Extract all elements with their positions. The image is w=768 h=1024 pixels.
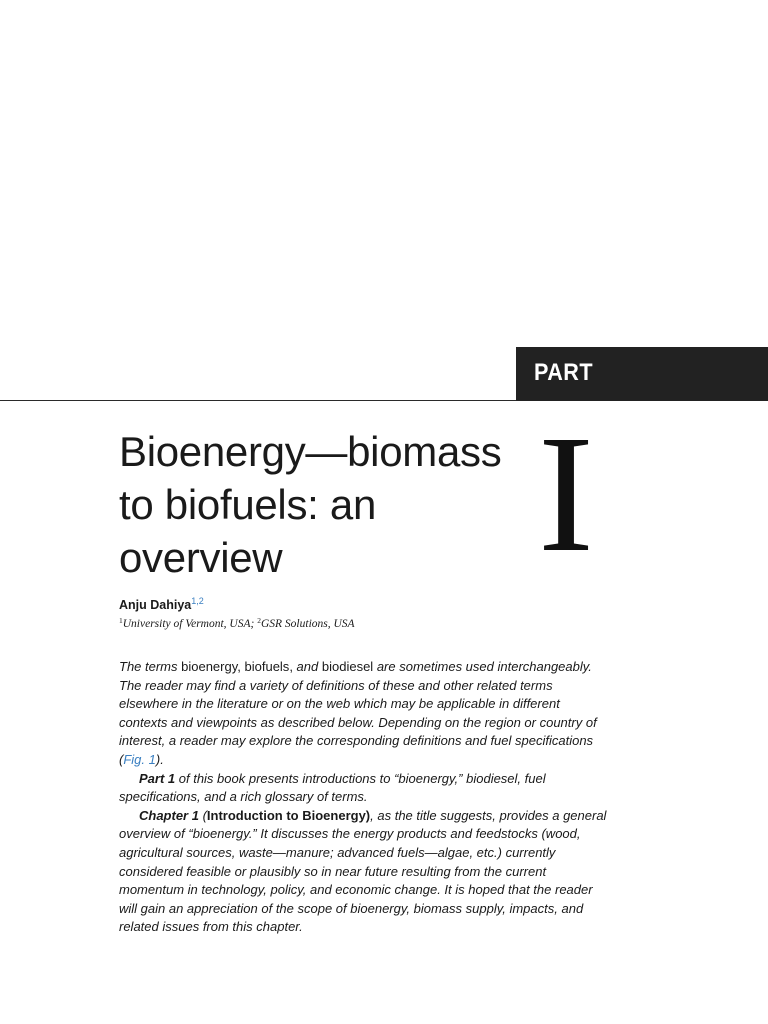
- author-sup-2[interactable]: 2: [198, 596, 204, 606]
- title-line-1: Bioenergy—biomass: [119, 428, 502, 475]
- p1-text-2: ,: [237, 659, 245, 674]
- body-text: [119, 658, 609, 937]
- p3-text: , as the title suggests, provides a general overview of “bioenergy.” It discusses the energy products and feedstocks (wood, agricultural sources, waste—manure; advanced fuels—algae, etc.) currently considered feasible or plausibly so in near future resulting from the current momentum in technology, policy, and economic change. It is hoped that the reader will gain an appreciation of the scope of bioenergy, biomass supply, impacts, and related issues from this chapter.: [119, 807, 607, 935]
- part-label: PART: [534, 359, 594, 386]
- p2-part-1-label: Part 1: [139, 770, 176, 786]
- p1-text-3: ,: [289, 659, 297, 674]
- author-sup-separator: ,: [196, 596, 199, 606]
- affiliation-org-2: GSR Solutions, USA: [260, 618, 355, 630]
- p1-text-1: The terms: [119, 659, 182, 674]
- p2-text: of this book presents introductions to “bioenergy,” biodiesel, fuel specifications, and a rich glossary of terms.: [119, 770, 546, 805]
- p3-chapter-1-label: Chapter 1: [139, 807, 199, 823]
- author-name: Anju Dahiya: [119, 598, 192, 612]
- p1-term-biodiesel: biodiesel: [321, 659, 374, 674]
- affiliation-sup-1: 1: [119, 616, 123, 625]
- title-line-3: overview: [119, 534, 283, 581]
- part-banner: [516, 347, 768, 401]
- author-affiliation-refs[interactable]: [191, 596, 204, 606]
- author-line: [119, 596, 204, 612]
- figure-1-link[interactable]: Fig. 1: [123, 751, 156, 767]
- affiliations: [119, 616, 355, 630]
- p3-chapter-title: Introduction to Bioenergy): [206, 807, 371, 823]
- paragraph-1: [119, 658, 609, 770]
- affiliation-org-1: University of Vermont, USA;: [122, 618, 258, 630]
- title-line-2: to biofuels: an: [119, 481, 377, 528]
- chapter-title: [119, 425, 529, 584]
- paragraph-3: [119, 807, 609, 937]
- p3-text-1: (: [198, 807, 207, 823]
- p1-text-5: are sometimes used interchangeably. The reader may find a variety of definitions of these and other related terms elsewhere in the literature or on the web which may be applicable in different contexts and viewpoints as described below. Depending on the region or country of interest, a reader may explore the corresponding definitions and fuel specifications (: [119, 659, 597, 767]
- author-sup-1[interactable]: 1: [191, 596, 197, 606]
- p1-text-and: and: [296, 659, 319, 674]
- part-numeral: I: [538, 401, 594, 587]
- p1-term-biofuels: biofuels: [244, 659, 290, 674]
- p1-text-6: ).: [155, 751, 164, 767]
- p1-term-bioenergy: bioenergy: [181, 659, 238, 674]
- affiliation-sup-2: 2: [257, 616, 261, 625]
- paragraph-2: [119, 770, 609, 807]
